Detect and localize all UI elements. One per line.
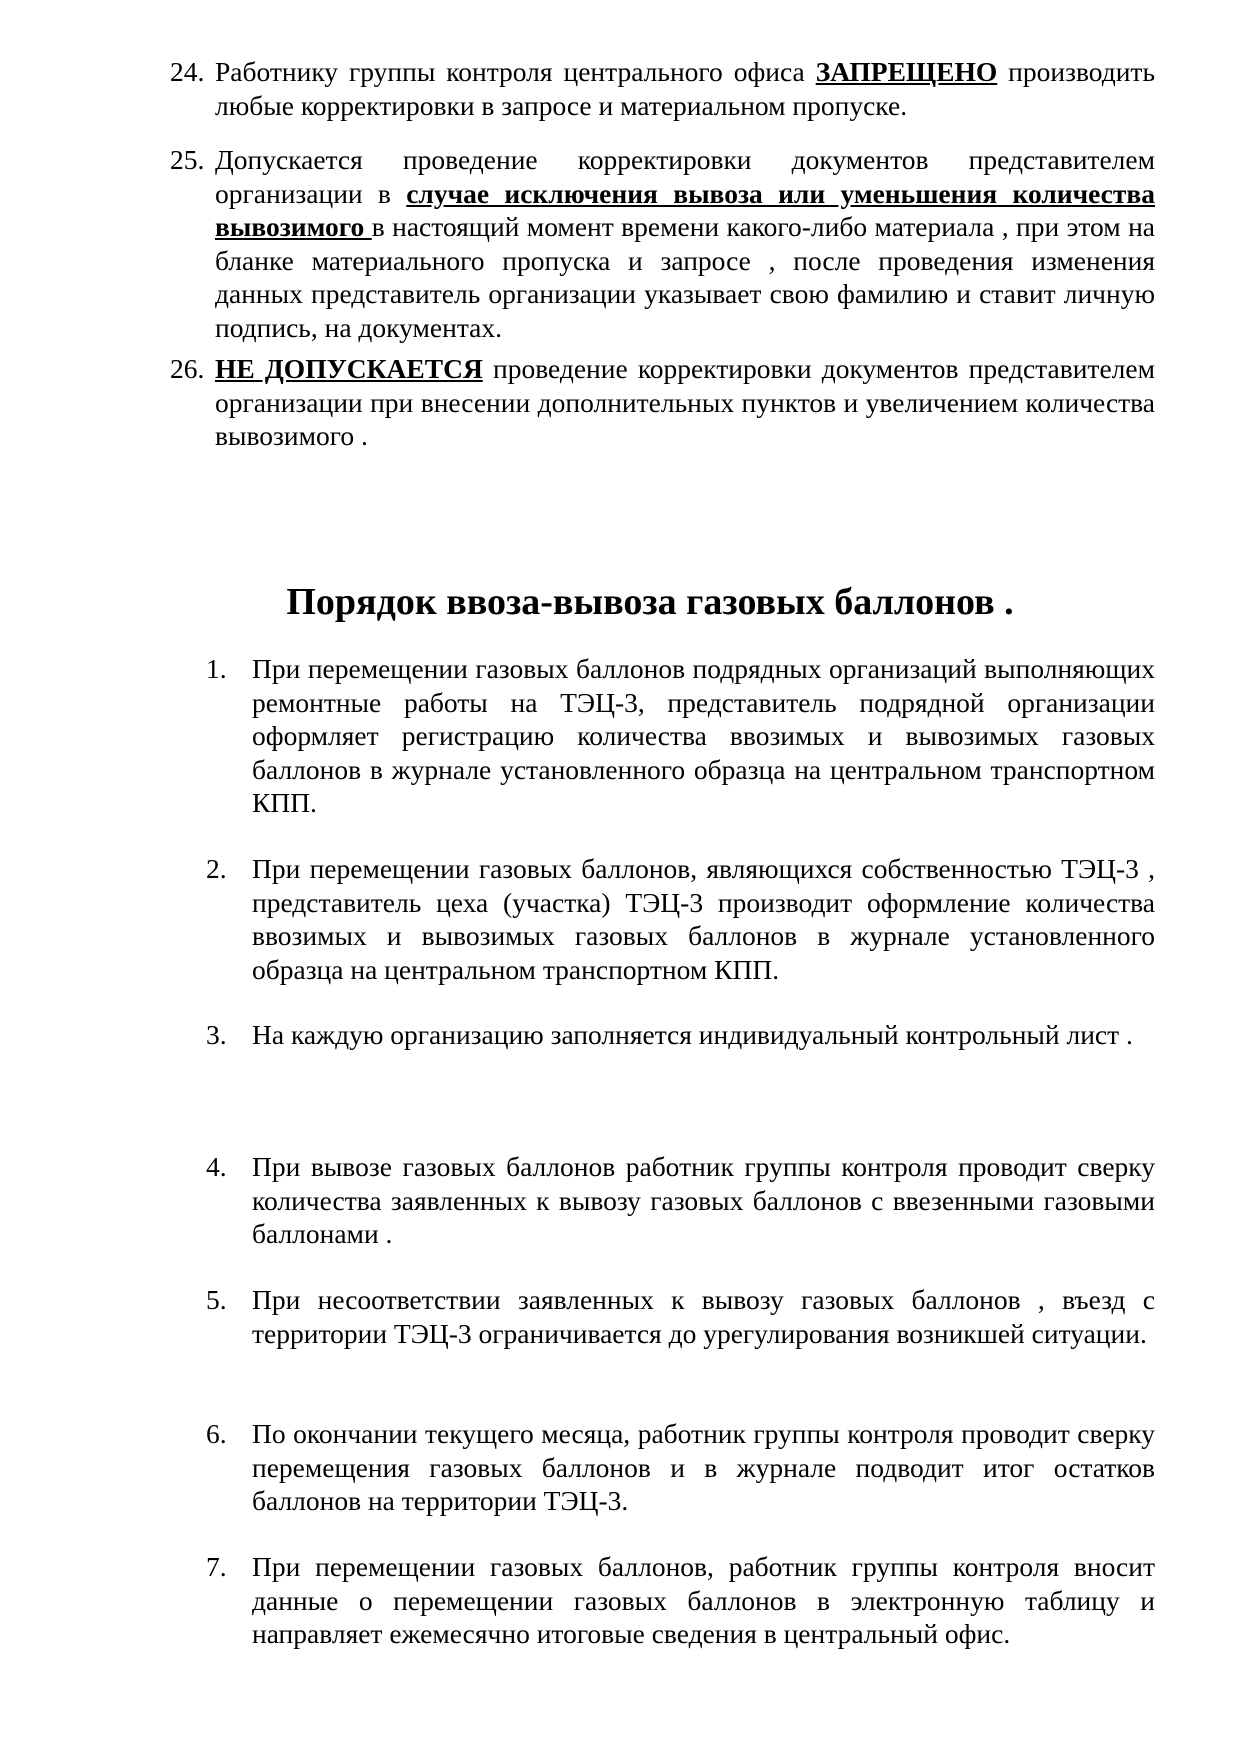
gas-item-4 [206, 1150, 1155, 1251]
item-text: При несоответствии заявленных к вывозу газовых баллонов , въезд с территории ТЭЦ-3 ограничивается до урегулирования возникшей ситуации. [252, 1284, 1155, 1349]
item-number: 25. [170, 144, 205, 175]
item-number: 1. [206, 653, 227, 684]
item-text: При перемещении газовых баллонов, работник группы контроля вносит данные о перемещении газовых баллонов в электронную таблицу и направляет ежемесячно итоговые сведения в центральный офис. [252, 1551, 1155, 1650]
item-number: 24. [170, 56, 205, 87]
item-text: НЕ ДОПУСКАЕТСЯ проведение корректировки документов представителем организации при внесении дополнительных пунктов и увеличением количества вывозимого . [215, 353, 1155, 452]
item-number: 7. [206, 1551, 227, 1582]
gas-item-3 [206, 1018, 1155, 1052]
emphasis-condition: случае исключения вывоза или уменьшения количества вывозимого [215, 177, 1155, 243]
item-text: Допускается проведение корректировки документов представителем организации в случае исключения вывоза или уменьшения количества вывозимого в настоящий момент времени какого-либо материала , при этом на бланке материального пропуска и запросе , после проведения изменения данных представитель организации указывает свою фамилию и ставит личную подпись, на документах. [215, 144, 1155, 343]
item-text: Работнику группы контроля центрального офиса ЗАПРЕЩЕНО производить любые корректировки в запросе и материальном пропуске. [215, 56, 1155, 121]
item-text: По окончании текущего месяца, работник группы контроля проводит сверку перемещения газовых баллонов и в журнале подводит итог остатков баллонов на территории ТЭЦ-3. [252, 1418, 1155, 1517]
rule-item-24 [170, 55, 1155, 122]
item-text: При перемещении газовых баллонов, являющихся собственностью ТЭЦ-3 , представитель цеха (участка) ТЭЦ-3 производит оформление количества ввозимых и вывозимых газовых баллонов в журнале установленного образца на центральном транспортном КПП. [252, 853, 1155, 985]
gas-item-7 [206, 1550, 1155, 1651]
item-text: При вывозе газовых баллонов работник группы контроля проводит сверку количества заявленных к вывозу газовых баллонов с ввезенными газовыми баллонами . [252, 1151, 1155, 1250]
item-number: 3. [206, 1019, 227, 1050]
section-title: Порядок ввоза-вывоза газовых баллонов . [286, 581, 1014, 623]
rule-item-25 [170, 143, 1155, 345]
gas-item-5 [206, 1283, 1155, 1350]
gas-item-2 [206, 852, 1155, 986]
gas-item-1 [206, 652, 1155, 820]
emphasis-forbidden: ЗАПРЕЩЕНО [815, 56, 998, 87]
item-number: 4. [206, 1151, 227, 1182]
item-text: На каждую организацию заполняется индивидуальный контрольный лист . [252, 1019, 1133, 1050]
rule-item-26 [170, 352, 1155, 453]
item-number: 26. [170, 353, 205, 384]
item-number: 2. [206, 853, 227, 884]
item-text: При перемещении газовых баллонов подрядных организаций выполняющих ремонтные работы на ТЭЦ-3, представитель подрядной организации оформляет регистрацию количества ввозимых и вывозимых газовых баллонов в журнале установленного образца на центральном транспортном КПП. [252, 653, 1155, 819]
emphasis-not-allowed: НЕ ДОПУСКАЕТСЯ [215, 353, 483, 384]
item-number: 5. [206, 1284, 227, 1315]
item-number: 6. [206, 1418, 227, 1449]
gas-item-6 [206, 1417, 1155, 1518]
